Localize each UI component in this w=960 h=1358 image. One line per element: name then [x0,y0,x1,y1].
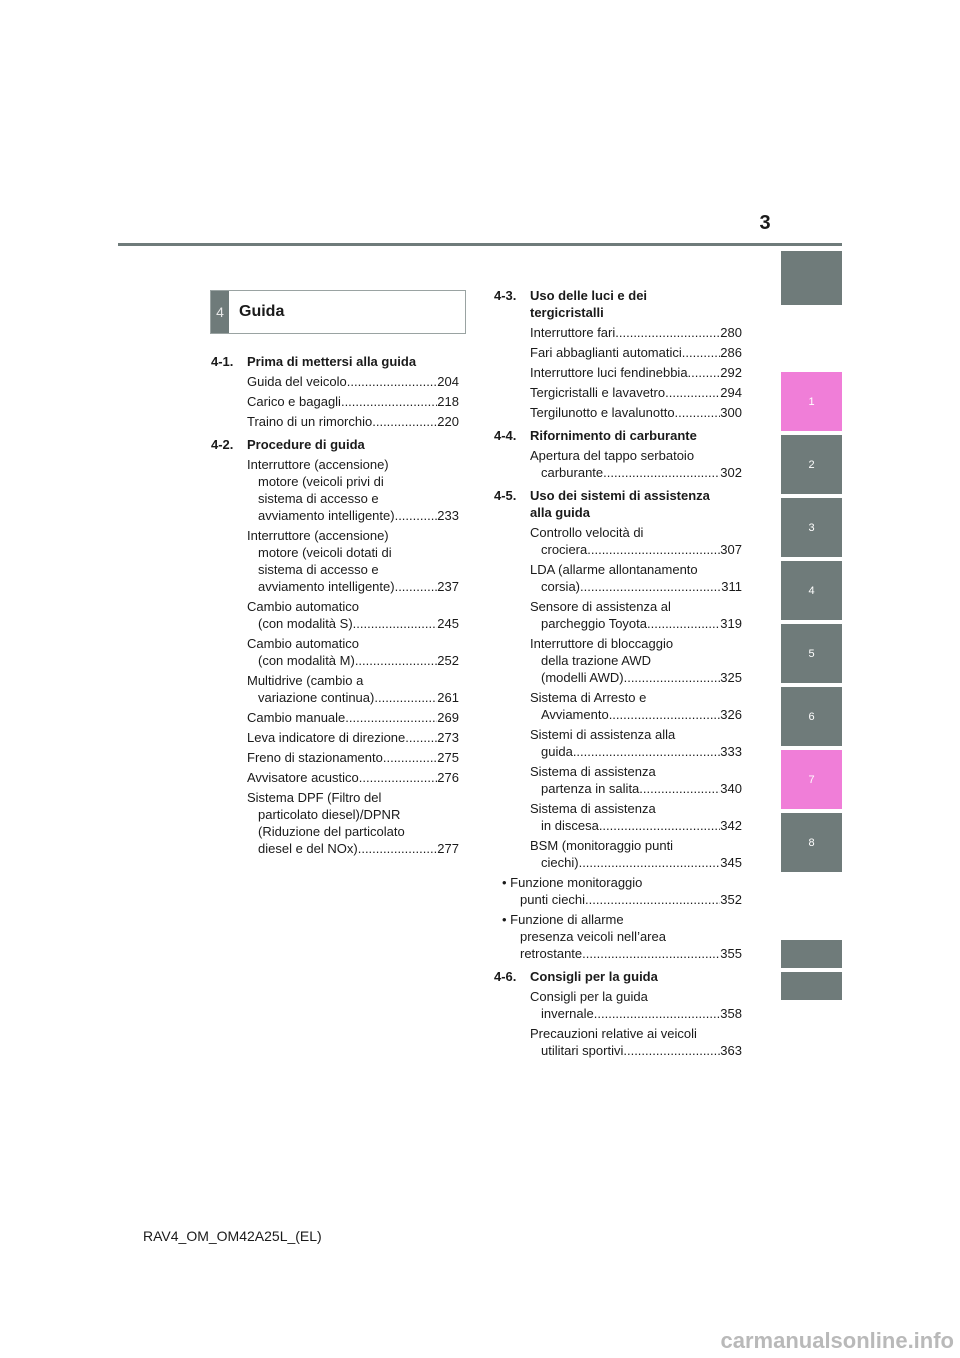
side-tab-blank-bottom-1[interactable] [781,940,842,968]
toc-column-right [494,287,742,1065]
section-title-line: Consigli per la guida [530,969,658,984]
entry-text: (con modalità S) [258,616,353,631]
side-tab-1[interactable]: 1 [781,372,842,431]
side-tab-3[interactable]: 3 [781,498,842,557]
toc-entry[interactable] [211,672,459,706]
entry-last-line [530,854,742,871]
page-ref[interactable]: 311 [721,579,742,594]
dot-leader [372,413,437,430]
entry-text-line: Interruttore (accensione) [247,528,389,543]
page-ref[interactable]: 261 [437,690,459,705]
entry-text-line: della trazione AWD [541,653,652,668]
entry-last-line [247,373,459,390]
section-title [247,436,459,453]
entry-text: Guida del veicolo [247,374,347,389]
dot-leader [599,817,720,834]
page-ref[interactable]: 307 [720,542,742,557]
side-tab-6[interactable]: 6 [781,687,842,746]
entry-text-line: motore (veicoli dotati di [258,545,392,560]
entry-last-line [247,615,459,632]
entry-last-line [247,840,459,857]
entry-text-line: sistema di accesso e [258,491,379,506]
entry-text: (modelli AWD) [541,670,624,685]
entry-text: guida [541,744,573,759]
toc-entry[interactable] [211,709,459,726]
entry-last-line [530,404,742,421]
entry-text: (con modalità M) [258,653,355,668]
entry-last-line [247,729,459,746]
entry-last-line [247,709,459,726]
dot-leader [647,615,720,632]
toc-entry[interactable] [211,373,459,390]
section-number: 4-4. [494,428,517,443]
page-ref[interactable]: 220 [437,414,459,429]
page-ref[interactable]: 302 [720,465,742,480]
side-tab-7[interactable]: 7 [781,750,842,809]
entry-text: diesel e del NOx) [258,841,358,856]
section-heading [494,287,742,321]
section-number: 4-5. [494,488,517,503]
entry-text: Avvisatore acustico [247,770,359,785]
entry-text: Interruttore luci fendinebbia [530,365,688,380]
entry-last-line [247,507,459,524]
toc-entry[interactable] [211,789,459,857]
section-title-line: tergicristalli [530,305,604,320]
entry-text-line: BSM (monitoraggio punti [530,838,674,853]
section-title-line: Uso dei sistemi di assistenza [530,488,710,503]
toc-column-left [211,353,459,863]
chapter-heading [210,290,466,334]
section-title [530,287,742,321]
entry-text-line: Sistema DPF (Filtro del [247,790,382,805]
toc-entry[interactable] [494,384,742,401]
entry-last-line [530,817,742,834]
toc-entry[interactable] [211,769,459,786]
entry-last-line [530,541,742,558]
dot-leader [358,840,438,857]
toc-entry[interactable] [494,598,742,632]
entry-last-line [247,413,459,430]
dot-leader [353,615,438,632]
watermark: carmanualsonline.info [720,1328,954,1353]
entry-text: variazione continua) [258,690,375,705]
entry-last-line [247,578,459,595]
entry-text-line: • Funzione monitoraggio [502,875,643,890]
page-ref[interactable]: 319 [720,616,742,631]
dot-leader [624,669,721,686]
toc-entry[interactable] [494,364,742,381]
entry-text-line: particolato diesel)/DPNR [258,807,401,822]
entry-text-line: Sistema di assistenza [530,801,656,816]
dot-leader [383,749,437,766]
header-rule [118,243,842,246]
entry-text: ciechi) [541,855,579,870]
dot-leader [341,393,437,410]
toc-entry[interactable] [494,404,742,421]
page-ref[interactable]: 345 [720,855,742,870]
dot-leader [395,507,438,524]
entry-text-line: Controllo velocità di [530,525,644,540]
side-tab-blank-top[interactable] [781,251,842,305]
entry-text-line: Precauzioni relative ai veicoli [530,1026,697,1041]
toc-entry[interactable] [494,763,742,797]
entry-text: Tergilunotto e lavalunotto [530,405,675,420]
section-number: 4-6. [494,969,517,984]
dot-leader [580,578,721,595]
entry-last-line [247,749,459,766]
entry-text: Leva indicatore di direzione [247,730,406,745]
dot-leader [665,384,720,401]
toc-entry[interactable] [494,524,742,558]
toc-entry[interactable] [211,413,459,430]
section-title-line: alla guida [530,505,590,520]
page-ref[interactable]: 292 [720,365,742,380]
page-ref[interactable]: 233 [437,508,459,523]
entry-text-line: Consigli per la guida [530,989,648,1004]
page-ref[interactable]: 204 [437,374,459,389]
chapter-title: Guida [239,303,285,320]
dot-leader [639,780,720,797]
entry-last-line [530,669,742,686]
dot-leader [579,854,721,871]
dot-leader [609,706,721,723]
entry-text: retrostante [520,946,583,961]
page-ref[interactable]: 325 [720,670,742,685]
page-ref[interactable]: 252 [437,653,459,668]
entry-text-line: Apertura del tappo serbatoio [530,448,695,463]
dot-leader [682,344,721,361]
toc-entry[interactable] [494,988,742,1022]
entry-last-line [247,689,459,706]
dot-leader [582,945,720,962]
toc-entry[interactable] [494,911,742,962]
section-heading [211,353,459,370]
dot-leader [615,324,720,341]
dot-leader [395,578,438,595]
section-heading [211,436,459,453]
side-tab-blank-bottom-2[interactable] [781,972,842,1000]
section-heading [494,487,742,521]
entry-last-line [247,652,459,669]
section-title-line: Uso delle luci e dei [530,288,648,303]
section-number: 4-2. [211,437,234,452]
entry-text: Carico e bagagli [247,394,341,409]
entry-text: in discesa [541,818,599,833]
section-title [247,353,459,370]
entry-text: carburante [541,465,604,480]
toc-entry[interactable] [494,800,742,834]
entry-last-line [502,945,742,962]
toc-entry[interactable] [211,527,459,595]
entry-last-line [530,1005,742,1022]
entry-last-line [502,891,742,908]
entry-text-line: Sistema di Arresto e [530,690,647,705]
entry-text-line: Sistema di assistenza [530,764,656,779]
page-ref[interactable]: 363 [720,1043,742,1058]
entry-text-line: Cambio automatico [247,599,359,614]
page-number: 3 [759,212,771,234]
toc-entry[interactable] [211,393,459,410]
side-tab-8[interactable]: 8 [781,813,842,872]
page-ref[interactable]: 355 [720,946,742,961]
section-title [530,427,742,444]
toc-entry[interactable] [211,635,459,669]
dot-leader [374,689,437,706]
entry-text: Traino di un rimorchio [247,414,373,429]
entry-text: punti ciechi [520,892,586,907]
toc-entry[interactable] [494,635,742,686]
entry-last-line [530,578,742,595]
entry-last-line [530,464,742,481]
entry-text: Cambio manuale [247,710,346,725]
section-title-line: Procedure di guida [247,437,365,452]
entry-last-line [530,1042,742,1059]
page-ref[interactable]: 340 [720,781,742,796]
entry-last-line [530,384,742,401]
toc-entry[interactable] [494,874,742,908]
toc-entry[interactable] [494,837,742,871]
entry-text-line: Interruttore di bloccaggio [530,636,674,651]
entry-text-line: Sistemi di assistenza alla [530,727,676,742]
toc-entry[interactable] [494,1025,742,1059]
side-tab-5[interactable]: 5 [781,624,842,683]
section-heading [494,968,742,985]
entry-last-line [530,706,742,723]
dot-leader [345,709,437,726]
page-ref[interactable]: 294 [720,385,742,400]
entry-last-line [530,743,742,760]
page-ref[interactable]: 276 [437,770,459,785]
page-ref[interactable]: 275 [437,750,459,765]
side-tab-4[interactable]: 4 [781,561,842,620]
entry-last-line [530,324,742,341]
toc-entry[interactable] [494,689,742,723]
chapter-number: 4 [211,291,229,333]
entry-text: partenza in salita [541,781,640,796]
toc-entry[interactable] [494,324,742,341]
section-number: 4-3. [494,288,517,303]
dot-leader [623,1042,720,1059]
section-heading [494,427,742,444]
entry-text: crociera [541,542,588,557]
entry-text: parcheggio Toyota [541,616,648,631]
dot-leader [347,373,438,390]
toc-entry[interactable] [211,598,459,632]
page-ref[interactable]: 286 [720,345,742,360]
toc-entry[interactable] [494,344,742,361]
dot-leader [573,743,720,760]
page-ref[interactable]: 326 [720,707,742,722]
entry-last-line [530,344,742,361]
entry-text: Freno di stazionamento [247,750,383,765]
entry-text-line: • Funzione di allarme [502,912,624,927]
section-title [530,487,742,521]
entry-text: avviamento intelligente) [258,508,395,523]
toc-section [211,436,459,857]
page-ref[interactable]: 358 [720,1006,742,1021]
page-ref[interactable]: 269 [437,710,459,725]
entry-text: invernale [541,1006,594,1021]
page-ref[interactable]: 237 [437,579,459,594]
section-number: 4-1. [211,354,234,369]
toc-entry[interactable] [494,447,742,481]
entry-last-line [247,769,459,786]
dot-leader [355,652,437,669]
dot-leader [675,404,721,421]
document-code: RAV4_OM_OM42A25L_(EL) [143,1228,322,1244]
toc-section [494,427,742,481]
dot-leader [688,364,721,381]
page-ref[interactable]: 352 [720,892,742,907]
toc-section [494,287,742,421]
entry-text: corsia) [541,579,581,594]
dot-leader [587,541,720,558]
entry-text-line: motore (veicoli privi di [258,474,384,489]
page-ref[interactable]: 245 [437,616,459,631]
side-tab-2[interactable]: 2 [781,435,842,494]
toc-entry[interactable] [211,729,459,746]
entry-last-line [530,615,742,632]
entry-text-line: Sensore di assistenza al [530,599,671,614]
section-title [530,968,742,985]
section-title-line: Rifornimento di carburante [530,428,697,443]
dot-leader [359,769,438,786]
toc-section [494,968,742,1059]
entry-last-line [530,780,742,797]
page-ref[interactable]: 218 [437,394,459,409]
dot-leader [405,729,437,746]
entry-text: Fari abbaglianti automatici [530,345,682,360]
entry-text-line: presenza veicoli nell’area [520,929,666,944]
entry-text: utilitari sportivi [541,1043,624,1058]
entry-text-line: sistema di accesso e [258,562,379,577]
dot-leader [594,1005,721,1022]
entry-text: Tergicristalli e lavavetro [530,385,666,400]
toc-section [494,487,742,962]
dot-leader [585,891,720,908]
page-ref[interactable]: 277 [437,841,459,856]
entry-text-line: Interruttore (accensione) [247,457,389,472]
toc-section [211,353,459,430]
entry-text-line: LDA (allarme allontanamento [530,562,698,577]
entry-last-line [247,393,459,410]
entry-text-line: Cambio automatico [247,636,359,651]
page-ref[interactable]: 300 [720,405,742,420]
page-ref[interactable]: 333 [720,744,742,759]
entry-text: Interruttore fari [530,325,616,340]
toc-entry[interactable] [494,726,742,760]
entry-text: avviamento intelligente) [258,579,395,594]
page-ref[interactable]: 273 [437,730,459,745]
entry-text-line: Multidrive (cambio a [247,673,364,688]
toc-entry[interactable] [211,749,459,766]
entry-text: Avviamento [541,707,609,722]
page-ref[interactable]: 342 [720,818,742,833]
toc-entry[interactable] [211,456,459,524]
dot-leader [603,464,720,481]
section-title-line: Prima di mettersi alla guida [247,354,417,369]
page-ref[interactable]: 280 [720,325,742,340]
entry-last-line [530,364,742,381]
entry-text-line: (Riduzione del particolato [258,824,405,839]
toc-entry[interactable] [494,561,742,595]
